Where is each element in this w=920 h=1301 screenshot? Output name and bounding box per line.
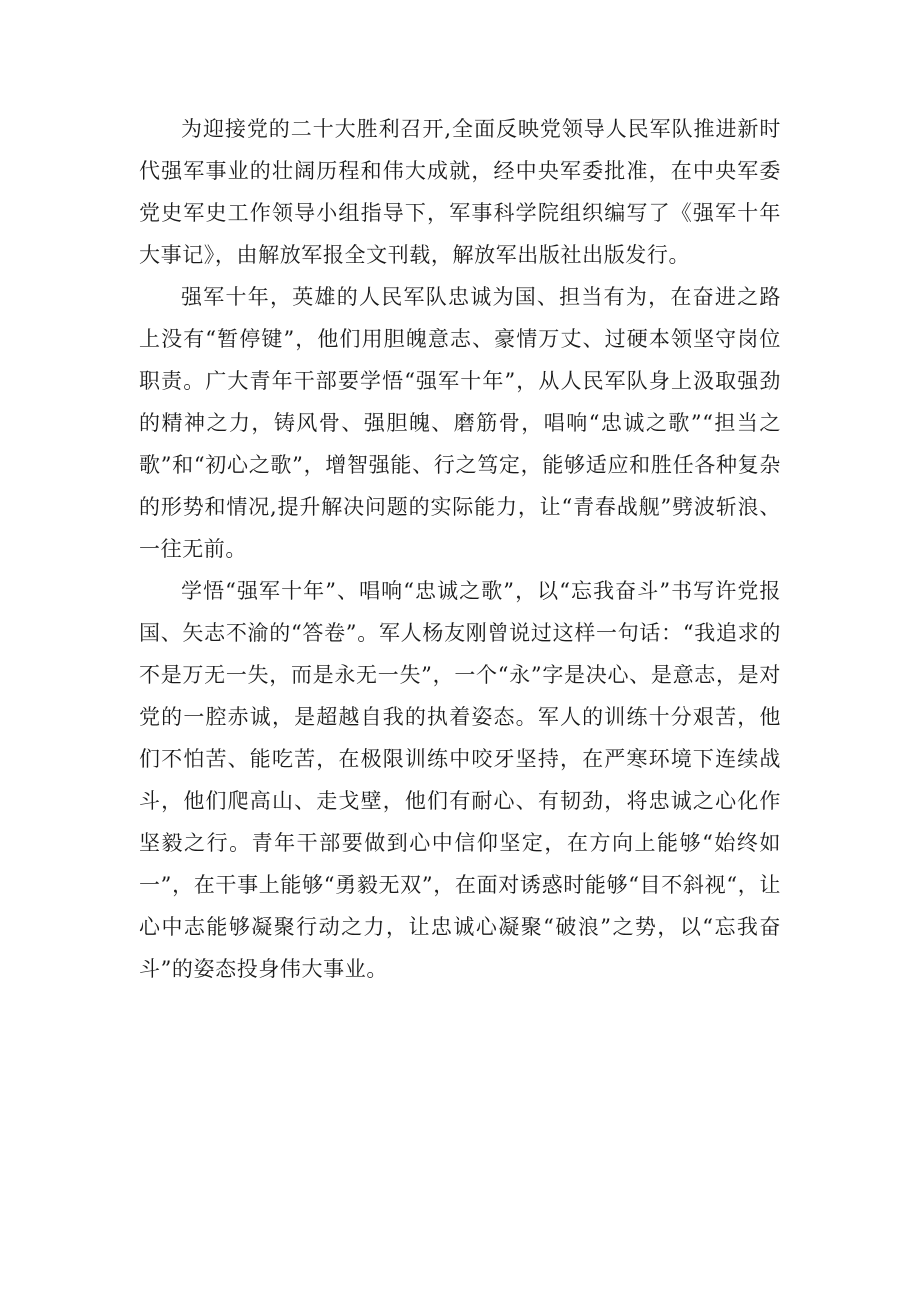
paragraph-1: 为迎接党的二十大胜利召开,全面反映党领导人民军队推进新时代强军事业的壮阔历程和伟大成就，经中央军委批准，在中央军委党史军史工作领导小组指导下，军事科学院组织编写了《强军十年大事记》，由解放军报全文刊载，解放军出版社出版发行。 xyxy=(139,117,781,267)
article-body xyxy=(139,108,781,990)
paragraph-3: 学悟“强军十年”、唱响“忠诚之歌”，以“忘我奋斗”书写许党报国、矢志不渝的“答卷”。军人杨友刚曾说过这样一句话：“我追求的不是万无一失，而是永无一失”，一个“永”字是决心、是意志，是对党的一腔赤诚，是超越自我的执着姿态。军人的训练十分艰苦，他们不怕苦、能吃苦，在极限训练中咬牙坚持，在严寒环境下连续战斗，他们爬高山、走戈壁，他们有耐心、有韧劲，将忠诚之心化作坚毅之行。青年干部要做到心中信仰坚定，在方向上能够“始终如一”，在干事上能够“勇毅无双”，在面对诱惑时能够“目不斜视“，让心中志能够凝聚行动之力，让忠诚心凝聚“破浪”之势，以“忘我奋斗”的姿态投身伟大事业。 xyxy=(139,579,781,981)
paragraph-2: 强军十年，英雄的人民军队忠诚为国、担当有为，在奋进之路上没有“暂停键”，他们用胆魄意志、豪情万丈、过硬本领坚守岗位职责。广大青年干部要学悟“强军十年”，从人民军队身上汲取强劲的精神之力，铸风骨、强胆魄、磨筋骨，唱响“忠诚之歌”“担当之歌”和“初心之歌”，增智强能、行之笃定，能够适应和胜任各种复杂的形势和情况,提升解决问题的实际能力，让“青春战舰”劈波斩浪、一往无前。 xyxy=(139,285,781,561)
